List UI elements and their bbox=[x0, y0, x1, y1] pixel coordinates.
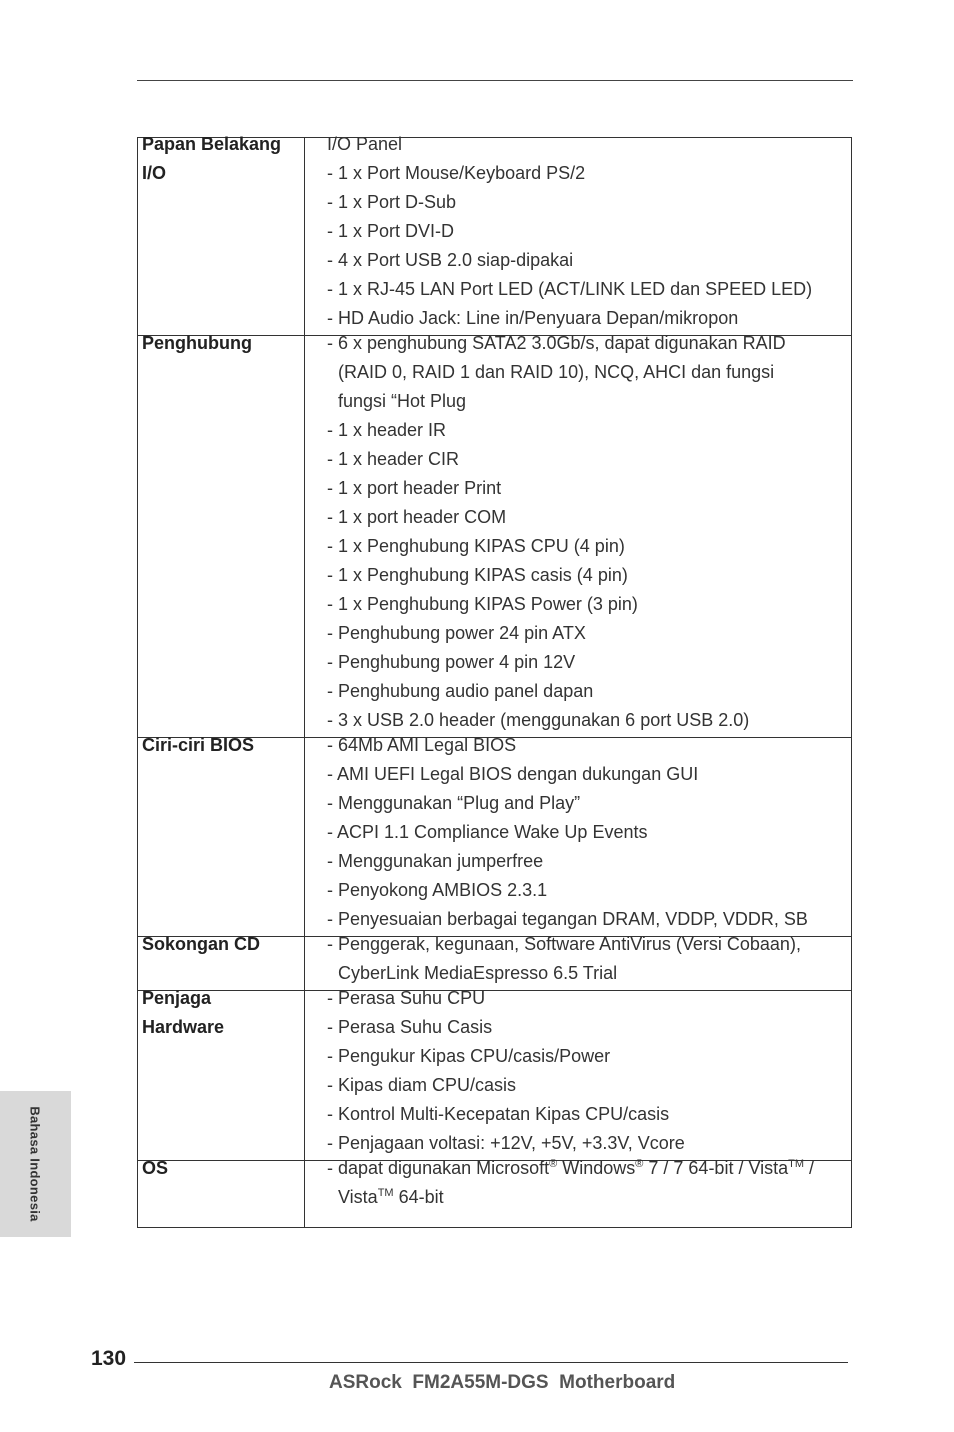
page-number: 130 bbox=[91, 1347, 127, 1370]
spec-item: - Kipas diam CPU/casis bbox=[327, 1075, 517, 1095]
trademark-mark: TM bbox=[788, 1158, 805, 1170]
spec-item: - 1 x port header Print bbox=[327, 478, 502, 498]
footer-rule bbox=[134, 1362, 848, 1363]
spec-label-line: Hardware bbox=[142, 1017, 225, 1037]
spec-item: - 1 x Port Mouse/Keyboard PS/2 bbox=[327, 163, 586, 183]
spec-item: - Penghubung power 4 pin 12V bbox=[327, 652, 576, 672]
spec-item: (RAID 0, RAID 1 dan RAID 10), NCQ, AHCI dan fungsi bbox=[338, 362, 775, 382]
spec-label-line: Ciri-ciri BIOS bbox=[142, 735, 255, 755]
spec-item: - Pengukur Kipas CPU/casis/Power bbox=[327, 1046, 611, 1066]
os-text: Vista bbox=[338, 1187, 378, 1207]
spec-row-bios bbox=[138, 738, 852, 937]
spec-label-line: I/O bbox=[142, 163, 167, 183]
top-rule bbox=[137, 80, 853, 81]
registered-mark: ® bbox=[635, 1158, 644, 1170]
spec-item: - 1 x Penghubung KIPAS Power (3 pin) bbox=[327, 594, 638, 614]
spec-item: - Perasa Suhu Casis bbox=[327, 1017, 493, 1037]
spec-row-os bbox=[138, 1161, 852, 1228]
os-text: Windows bbox=[557, 1158, 636, 1178]
language-side-tab bbox=[0, 1091, 71, 1237]
spec-item: - 64Mb AMI Legal BIOS bbox=[327, 735, 517, 755]
spec-label-line: Penjaga bbox=[142, 988, 212, 1008]
spec-item: - Penghubung power 24 pin ATX bbox=[327, 623, 586, 643]
spec-label bbox=[138, 1158, 305, 1228]
spec-items bbox=[305, 134, 852, 336]
spec-item: - Perasa Suhu CPU bbox=[327, 988, 486, 1008]
spec-label-line: Sokongan CD bbox=[142, 934, 261, 954]
os-text: 7 / 7 64-bit / Vista bbox=[643, 1158, 789, 1178]
spec-item: - ACPI 1.1 Compliance Wake Up Events bbox=[327, 822, 648, 842]
spec-items bbox=[305, 735, 852, 937]
spec-item: - 6 x penghubung SATA2 3.0Gb/s, dapat digunakan RAID bbox=[327, 333, 786, 353]
registered-mark: ® bbox=[549, 1158, 558, 1170]
spec-items bbox=[305, 333, 852, 738]
spec-item: - 1 x port header COM bbox=[327, 507, 507, 527]
spec-item: - Penjagaan voltasi: +12V, +5V, +3.3V, Vcore bbox=[327, 1133, 685, 1153]
spec-row-cd-support bbox=[138, 937, 852, 991]
spec-label-line: Papan Belakang bbox=[142, 134, 282, 154]
spec-items bbox=[305, 934, 852, 991]
os-line-2 bbox=[327, 1183, 849, 1212]
spec-item: - Penggerak, kegunaan, Software AntiVirus (Versi Cobaan), bbox=[327, 934, 801, 954]
spec-label bbox=[138, 333, 305, 738]
trademark-mark: TM bbox=[377, 1187, 394, 1199]
spec-item: - 1 x Port D-Sub bbox=[327, 192, 457, 212]
spec-label bbox=[138, 988, 305, 1161]
spec-item: fungsi “Hot Plug bbox=[338, 391, 467, 411]
spec-label-line: OS bbox=[142, 1158, 169, 1178]
spec-item: - Penghubung audio panel dapan bbox=[327, 681, 594, 701]
spec-item: I/O Panel bbox=[327, 134, 403, 154]
spec-item: - 1 x header IR bbox=[327, 420, 447, 440]
spec-items bbox=[305, 1158, 852, 1228]
spec-table bbox=[137, 134, 852, 1228]
spec-item: - Menggunakan jumperfree bbox=[327, 851, 544, 871]
spec-row-connectors bbox=[138, 336, 852, 738]
os-text: / bbox=[804, 1158, 815, 1178]
spec-item: - 1 x header CIR bbox=[327, 449, 460, 469]
os-text: 64-bit bbox=[393, 1187, 444, 1207]
spec-item: - AMI UEFI Legal BIOS dengan dukungan GUI bbox=[327, 764, 699, 784]
footer-title: ASRock FM2A55M-DGS Motherboard bbox=[329, 1372, 676, 1393]
spec-item: - 3 x USB 2.0 header (menggunakan 6 port USB 2.0) bbox=[327, 710, 750, 730]
spec-item: - HD Audio Jack: Line in/Penyuara Depan/mikropon bbox=[327, 308, 739, 328]
spec-item: - 1 x RJ-45 LAN Port LED (ACT/LINK LED dan SPEED LED) bbox=[327, 279, 813, 299]
spec-label-line: Penghubung bbox=[142, 333, 252, 353]
os-text: - dapat digunakan Microsoft bbox=[327, 1158, 550, 1178]
spec-items bbox=[305, 988, 852, 1161]
language-side-tab-label: Bahasa Indonesia bbox=[27, 1106, 43, 1222]
spec-label bbox=[138, 934, 305, 991]
spec-item: - Penyokong AMBIOS 2.3.1 bbox=[327, 880, 548, 900]
os-line-1 bbox=[327, 1154, 849, 1183]
spec-item: - 1 x Penghubung KIPAS casis (4 pin) bbox=[327, 565, 628, 585]
spec-label bbox=[138, 735, 305, 937]
spec-item: - Penyesuaian berbagai tegangan DRAM, VDDP, VDDR, SB bbox=[327, 909, 808, 929]
spec-row-io-panel bbox=[138, 138, 852, 336]
spec-item: CyberLink MediaEspresso 6.5 Trial bbox=[338, 963, 618, 983]
spec-item: - 1 x Penghubung KIPAS CPU (4 pin) bbox=[327, 536, 625, 556]
spec-label bbox=[138, 134, 305, 336]
spec-item: - 4 x Port USB 2.0 siap-dipakai bbox=[327, 250, 574, 270]
spec-item: - Menggunakan “Plug and Play” bbox=[327, 793, 581, 813]
spec-item: - Kontrol Multi-Kecepatan Kipas CPU/casis bbox=[327, 1104, 670, 1124]
spec-row-hardware-monitor bbox=[138, 991, 852, 1161]
spec-item: - 1 x Port DVI-D bbox=[327, 221, 455, 241]
